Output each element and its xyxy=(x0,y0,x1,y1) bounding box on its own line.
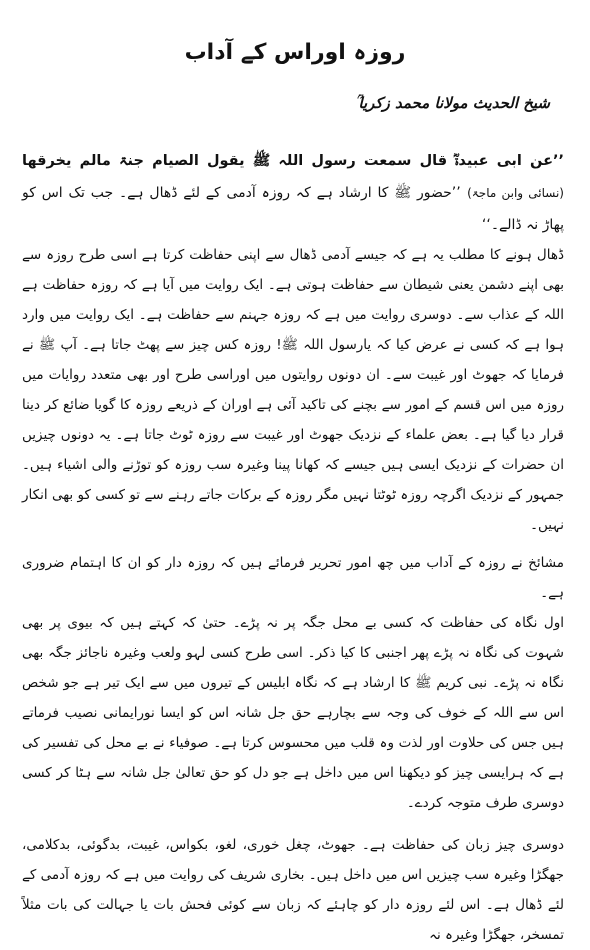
paragraph: مشائخ نے روزہ کے آداب میں چھ امور تحریر فرمائے ہیں کہ روزہ دار کو ان کا اہتمام ضروری ہے۔ xyxy=(22,555,564,601)
hadith-translation: ’’حضور ﷺ کا ارشاد ہے کہ روزہ آدمی کے لئے ڈھال ہے۔ جب تک اس کو پھاڑ نہ ڈالے۔‘‘ xyxy=(22,185,564,233)
hadith-reference: (نسائی وابن ماجۃ) xyxy=(467,186,564,200)
hadith-block xyxy=(22,145,564,241)
paragraph: اول نگاہ کی حفاظت کہ کسی بے محل جگہ پر نہ پڑے۔ حتیٰ کہ کہتے ہیں کہ بیوی پر بھی شہوت کی نگاہ نہ پڑے پھر اجنبی کا کیا ذکر۔ اسی طرح کسی لہو ولعب وغیرہ ناجائز جگہ بھی نگاہ نہ پڑے۔ نبی کریم ﷺ کا ارشاد ہے کہ نگاہ ابلیس کے تیروں میں سے ایک تیر ہے جو شخص اس سے اللہ کے خوف کی وجہ سے بچارہے حق جل شانہ اس کو ایسا نورایمانی نصیب فرماتے ہیں جس کی حلاوت اور لذت وہ قلب میں محسوس کرتا ہے۔ صوفیاء نے بے محل کی تفسیر کی ہے کہ ہرایسی چیز کو دیکھنا اس میں داخل ہے جو دل کو حق تعالیٰ جل شانہ سے ہٹا کر کسی دوسری طرف متوجہ کردے۔ xyxy=(22,615,564,811)
paragraph: ڈھال ہونے کا مطلب یہ ہے کہ جیسے آدمی ڈھال سے اپنی حفاظت کرتا ہے اسی طرح روزہ سے بھی اپنے دشمن یعنی شیطان سے حفاظت ہوتی ہے۔ ایک روایت میں آیا ہے کہ روزہ حفاظت ہے اللہ کے عذاب سے۔ دوسری روایت میں ہے کہ روزہ جہنم سے حفاظت ہے۔ ایک روایت میں وارد ہوا ہے کہ کسی نے عرض کیا کہ یارسول اللہ ﷺ! روزہ کس چیز سے پھٹ جاتا ہے۔ آپ ﷺ نے فرمایا کہ جھوٹ اور غیبت سے۔ ان دونوں روایتوں میں اوراسی طرح اور بھی متعدد روایات میں روزہ میں اس قسم کے امور سے بچنے کی تاکید آئی ہے اوران کے ذریعے روزہ کا گویا ضائع کر دینا قرار دیا گیا ہے۔ بعض علماء کے نزدیک جھوٹ اور غیبت سے روزہ ٹوٹ جاتا ہے۔ یہ دونوں چیزیں ان حضرات کے نزدیک ایسی ہیں جیسے کہ کھانا پینا وغیرہ سب روزہ کو توڑنے والی اشیاء ہیں۔ جمہور کے نزدیک اگرچہ روزہ ٹوٹتا نہیں مگر روزہ کے برکات جاتے رہنے سے تو کسی کو بھی انکار نہیں۔ xyxy=(22,247,564,533)
page-title: روزہ اوراس کے آداب xyxy=(184,40,406,65)
paragraph: دوسری چیز زبان کی حفاظت ہے۔ جھوٹ، چغل خوری، لغو، بکواس، غیبت، بدگوئی، بدکلامی، جھگڑا وغیرہ سب چیزیں اس میں داخل ہیں۔ بخاری شریف کی روایت میں ہے کہ روزہ آدمی کے لئے ڈھال ہے۔ اس لئے روزہ دار کو چاہئے کہ زبان سے کوئی فحش بات یا جہالت کی بات مثلاً تمسخر، جھگڑا وغیرہ نہ xyxy=(22,837,564,943)
author-name: شیخ الحدیث مولانا محمد زکریا ؒ xyxy=(354,94,550,112)
hadith-arabic: ’’عن ابی عبیدۃؓ قال سمعت رسول اللہ ﷺ یقول الصیام جنۃ مالم یخرقھا xyxy=(22,153,564,169)
article-body xyxy=(22,240,564,950)
